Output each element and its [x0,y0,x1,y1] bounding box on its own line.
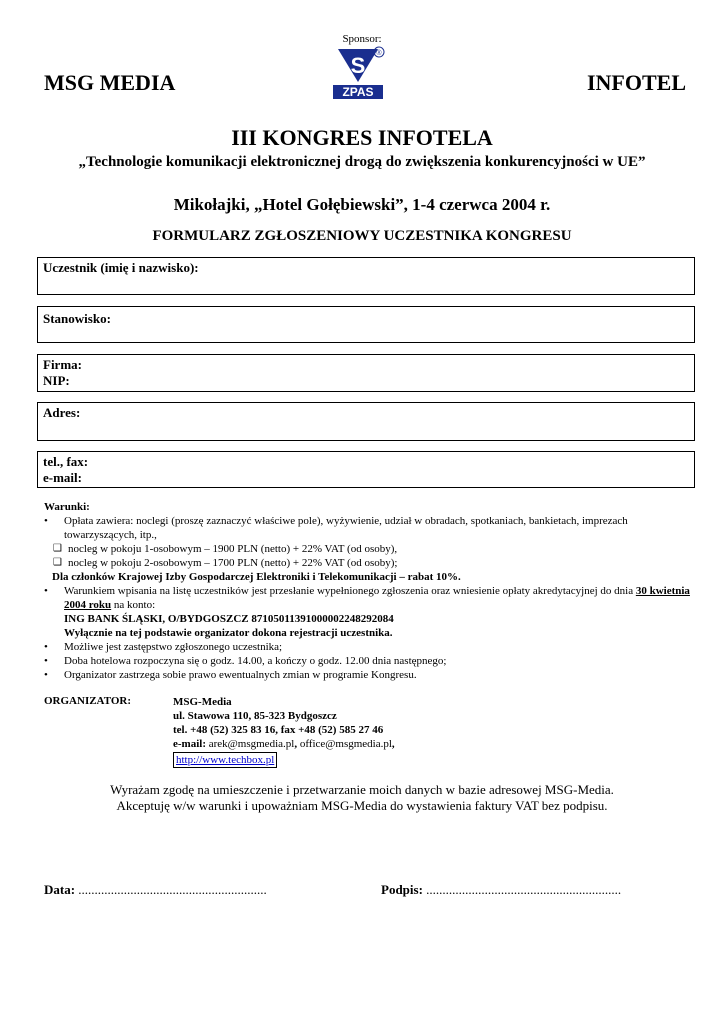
date-label: Data: [44,882,76,897]
participant-field[interactable] [37,257,695,295]
deadline-date: 30 kwietnia 2004 roku [64,585,690,611]
consent-text [0,782,724,814]
signature-field[interactable] [381,882,621,898]
consent-line-1: Wyrażam zgodę na umieszczenie i przetwarzanie moich danych w bazie adresowej MSG-Media. [110,782,614,797]
consent-line-2: Akceptuję w/w warunki i upoważniam MSG-Media do wystawienia faktury VAT bez podpisu. [116,798,608,813]
terms-section [44,500,694,682]
company-field[interactable] [37,354,695,392]
address-field[interactable] [37,402,695,441]
signature-label: Podpis: [381,882,423,897]
organizer-email-line: e-mail: arek@msgmedia.pl, office@msgmedia.pl, [173,738,395,750]
checkbox-icon[interactable]: ❑ [53,557,62,568]
list-item: • Organizator zastrzega sobie prawo ewentualnych zmian w programie Kongresu. [44,669,417,681]
svg-text:ZPAS: ZPAS [342,85,374,99]
organizer-street: ul. Stawowa 110, 85-323 Bydgoszcz [173,710,337,722]
bank-account: ING BANK ŚLĄSKI, O/BYDGOSZCZ 87105011391000002248292084 [64,613,394,625]
congress-subtitle: „Technologie komunikacji elektronicznej drogą do zwiększenia konkurencyjności w UE” [78,154,646,170]
congress-title: III KONGRES INFOTELA [231,125,493,150]
date-dots: .......................................................... [78,882,267,897]
list-item: • Możliwe jest zastępstwo zgłoszonego uczestnika; [44,641,283,653]
room-single-option[interactable]: ❑ nocleg w pokoju 1-osobowym – 1900 PLN (netto) + 22% VAT (od osoby), [53,543,398,555]
sponsor-label: Sponsor: [342,33,382,45]
organizer-tel: tel. +48 (52) 325 83 16, fax +48 (52) 585 27 46 [173,724,384,736]
form-title: FORMULARZ ZGŁOSZENIOWY UCZESTNIKA KONGRESU [152,228,572,244]
bullet-icon: • [44,669,48,681]
discount-note: Dla członków Krajowej Izby Gospodarczej Elektroniki i Telekomunikacji – rabat 10%. [52,571,461,583]
email-link-2[interactable]: office@msgmedia.pl [299,738,392,750]
position-field[interactable] [37,306,695,343]
bullet-icon: • [44,515,48,527]
participant-label: Uczestnik (imię i nazwisko): [43,260,199,275]
list-item: • Warunkiem wpisania na listę uczestników jest przesłanie wypełnionego zgłoszenia oraz wniesienie opłaty akredytacyjnej do dnia 30 kwietnia 2004 roku na konto: ING BANK ŚLĄSKI, O/BYDGOSZCZ 87105011391000002248292084 Wyłącznie na tej podstawie organizator dokona rejestracji uczestnika. [44,584,694,640]
zpas-logo [330,44,386,102]
organizer-label: ORGANIZATOR: [44,695,131,707]
email-link-1[interactable]: arek@msgmedia.pl [208,738,295,750]
place-date: Mikołajki, „Hotel Gołębiewski”, 1-4 czerwca 2004 r. [173,195,551,214]
left-org-title: MSG MEDIA [44,70,176,95]
phone-label: tel., fax: [43,454,89,469]
address-label: Adres: [43,405,81,420]
date-field[interactable] [44,882,267,898]
list-item: • Doba hotelowa rozpoczyna się o godz. 14.00, a kończy o godz. 12.00 dnia następnego; [44,655,447,667]
svg-text:®: ® [376,50,382,57]
nip-label: NIP: [43,373,70,388]
terms-heading: Warunki: [44,501,90,513]
position-label: Stanowisko: [43,311,111,326]
checkbox-icon[interactable]: ❑ [53,543,62,554]
bullet-icon: • [44,585,48,597]
website-link[interactable]: http://www.techbox.pl [173,752,277,768]
svg-text:S: S [350,53,366,78]
list-item: • Opłata zawiera: noclegi (proszę zaznaczyć właściwe pole), wyżywienie, udział w obradach, spotkaniach, bankietach, imprezach towarzyszących, itp., [44,515,628,541]
organizer-details [173,695,395,768]
right-org-title: INFOTEL [586,70,686,95]
company-label: Firma: [43,357,82,372]
room-double-option[interactable]: ❑ nocleg w pokoju 2-osobowym – 1700 PLN (netto) + 22% VAT (od osoby); [53,557,398,569]
bullet-icon: • [44,655,48,667]
bullet-icon: • [44,641,48,653]
email-label: e-mail: [43,470,82,485]
signature-dots: ............................................................ [426,882,622,897]
organizer-name: MSG-Media [173,696,232,708]
contact-field[interactable] [37,451,695,488]
registration-note: Wyłącznie na tej podstawie organizator dokona rejestracji uczestnika. [64,627,393,639]
